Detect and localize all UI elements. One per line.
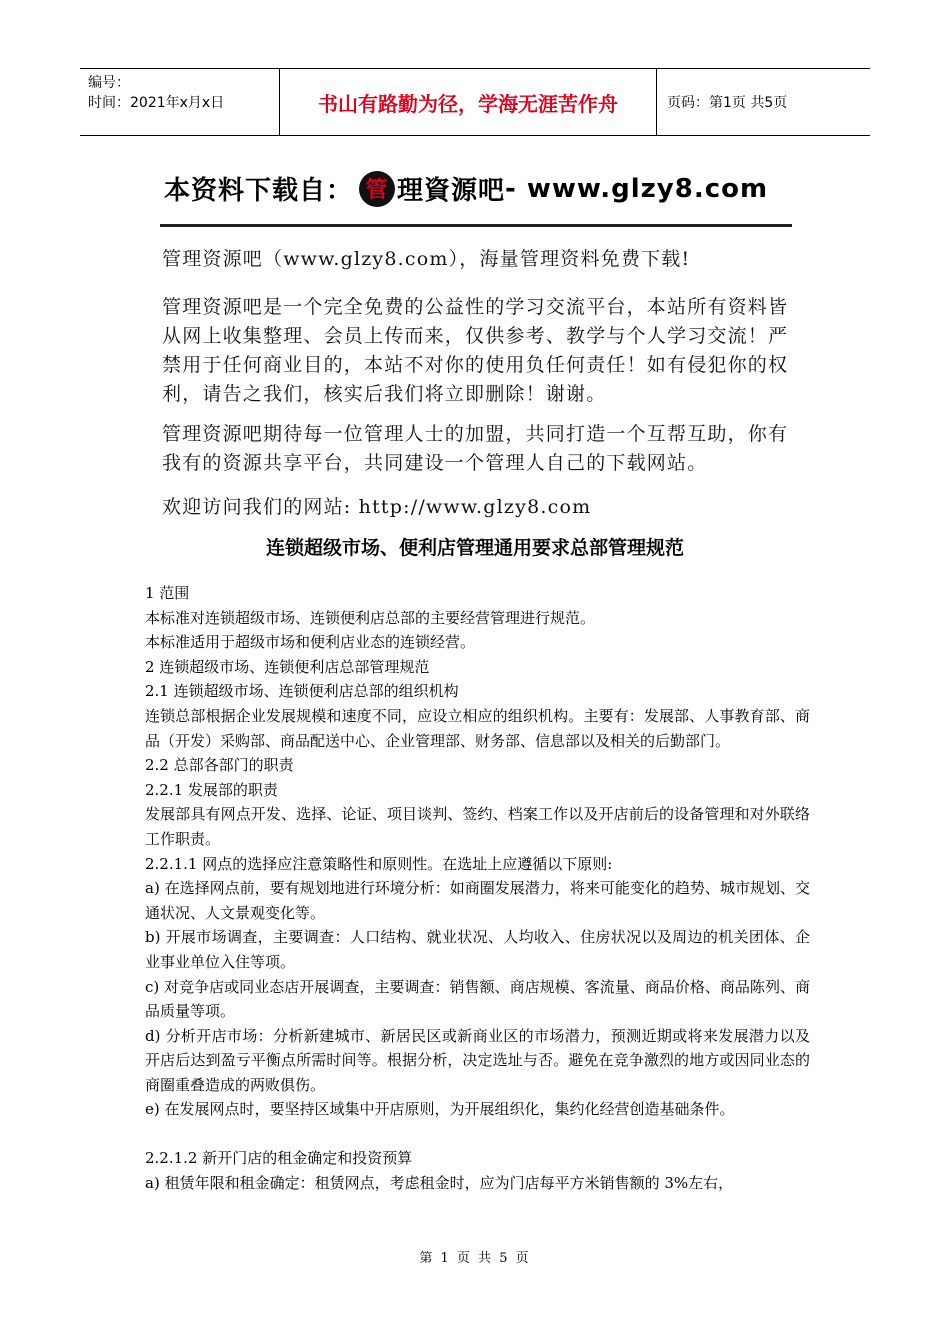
body-paragraph: 发展部具有网点开发、选择、论证、项目谈判、签约、档案工作以及开店前后的设备管理和对外联络工作职责。	[145, 805, 810, 848]
body-paragraph: 2.2.1.1 网点的选择应注意策略性和原则性。在选址上应遵循以下原则:	[145, 854, 613, 873]
document-number-label: 编号：	[88, 75, 130, 91]
page-header	[80, 68, 870, 136]
banner-url[interactable]: - www.glzy8.com	[505, 173, 769, 204]
body-paragraph: 本标准对连锁超级市场、连锁便利店总部的主要经营管理进行规范。	[145, 608, 596, 627]
ad-paragraph-2: 管理资源吧是一个完全免费的公益性的学习交流平台，本站所有资料皆从网上收集整理、会员上传而来，仅供参考、教学与个人学习交流！严禁用于任何商业目的，本站不对你的使用负任何责任！如有侵犯你的权利，请告之我们，核实后我们将立即删除！谢谢。	[162, 296, 789, 405]
body-paragraph: 本标准适用于超级市场和便利店业态的连锁经营。	[145, 633, 476, 652]
section-heading: 2.1 连锁超级市场、连锁便利店总部的组织机构	[145, 682, 459, 701]
page-footer: 第 1 页 共 5 页	[419, 1251, 531, 1266]
banner-title	[164, 170, 768, 207]
section-heading: 1 范围	[145, 584, 190, 602]
ad-paragraph-3: 管理资源吧期待每一位管理人士的加盟，共同打造一个互帮互助，你有我有的资源共享平台，共同建设一个管理人自己的下载网站。	[162, 423, 789, 474]
site-logo-icon: 管	[359, 171, 395, 207]
list-item: a) 在选择网点前，要有规划地进行环境分析：如商圈发展潜力，将来可能变化的趋势、城市规划、交通状况、人文景观变化等。	[145, 879, 810, 922]
paragraph-gap	[145, 1122, 810, 1146]
section-heading: 2.2 总部各部门的职责	[145, 756, 294, 775]
ad-paragraph-1: 管理资源吧（www.glzy8.com），海量管理资料免费下载!	[162, 248, 691, 270]
header-page-info: 页码：第1页 共5页	[667, 95, 788, 111]
banner-prefix: 本资料下载自：	[164, 176, 354, 206]
section-heading: 2.2.1.2 新开门店的租金确定和投资预算	[145, 1149, 413, 1168]
header-motto: 书山有路勤为径，学海无涯苦作舟	[280, 69, 657, 135]
list-item: b) 开展市场调查，主要调查：人口结构、就业状况、人均收入、住房状况以及周边的机关团体、企业事业单位入住等项。	[145, 928, 810, 971]
document-body	[145, 581, 810, 1195]
section-heading: 2 连锁超级市场、连锁便利店总部管理规范	[145, 657, 430, 676]
list-item: d) 分析开店市场：分析新建城市、新居民区或新商业区的市场潜力，预测近期或将来发展潜力以及开店后达到盈亏平衡点所需时间等。根据分析，决定选址与否。避免在竞争激烈的地方或因同业态的商圈重叠造成的两败俱伤。	[145, 1026, 810, 1094]
document-time-label: 时间：2021年x月x日	[88, 95, 225, 111]
banner-site-name: 理資源吧	[397, 176, 506, 206]
ad-website-line[interactable]: 欢迎访问我们的网站: http://www.glzy8.com	[162, 496, 592, 518]
header-meta	[80, 69, 280, 135]
list-item: e) 在发展网点时，要坚持区域集中开店原则，为开展组织化，集约化经营创造基础条件。	[145, 1100, 735, 1119]
banner-divider	[160, 224, 792, 227]
section-heading: 2.2.1 发展部的职责	[145, 780, 278, 799]
body-paragraph: 连锁总部根据企业发展规模和速度不同，应设立相应的组织机构。主要有：发展部、人事教育部、商品（开发）采购部、商品配送中心、企业管理部、财务部、信息部以及相关的后勤部门。	[145, 706, 810, 750]
download-banner	[160, 160, 800, 230]
document-title: 连锁超级市场、便利店管理通用要求总部管理规范	[265, 537, 684, 559]
list-item: a) 租赁年限和租金确定：租赁网点，考虑租金时，应为门店每平方米销售额的 3%左右，	[145, 1173, 734, 1192]
list-item: c) 对竞争店或同业态店开展调查，主要调查：销售额、商店规模、客流量、商品价格、商品陈列、商品质量等项。	[145, 977, 810, 1021]
